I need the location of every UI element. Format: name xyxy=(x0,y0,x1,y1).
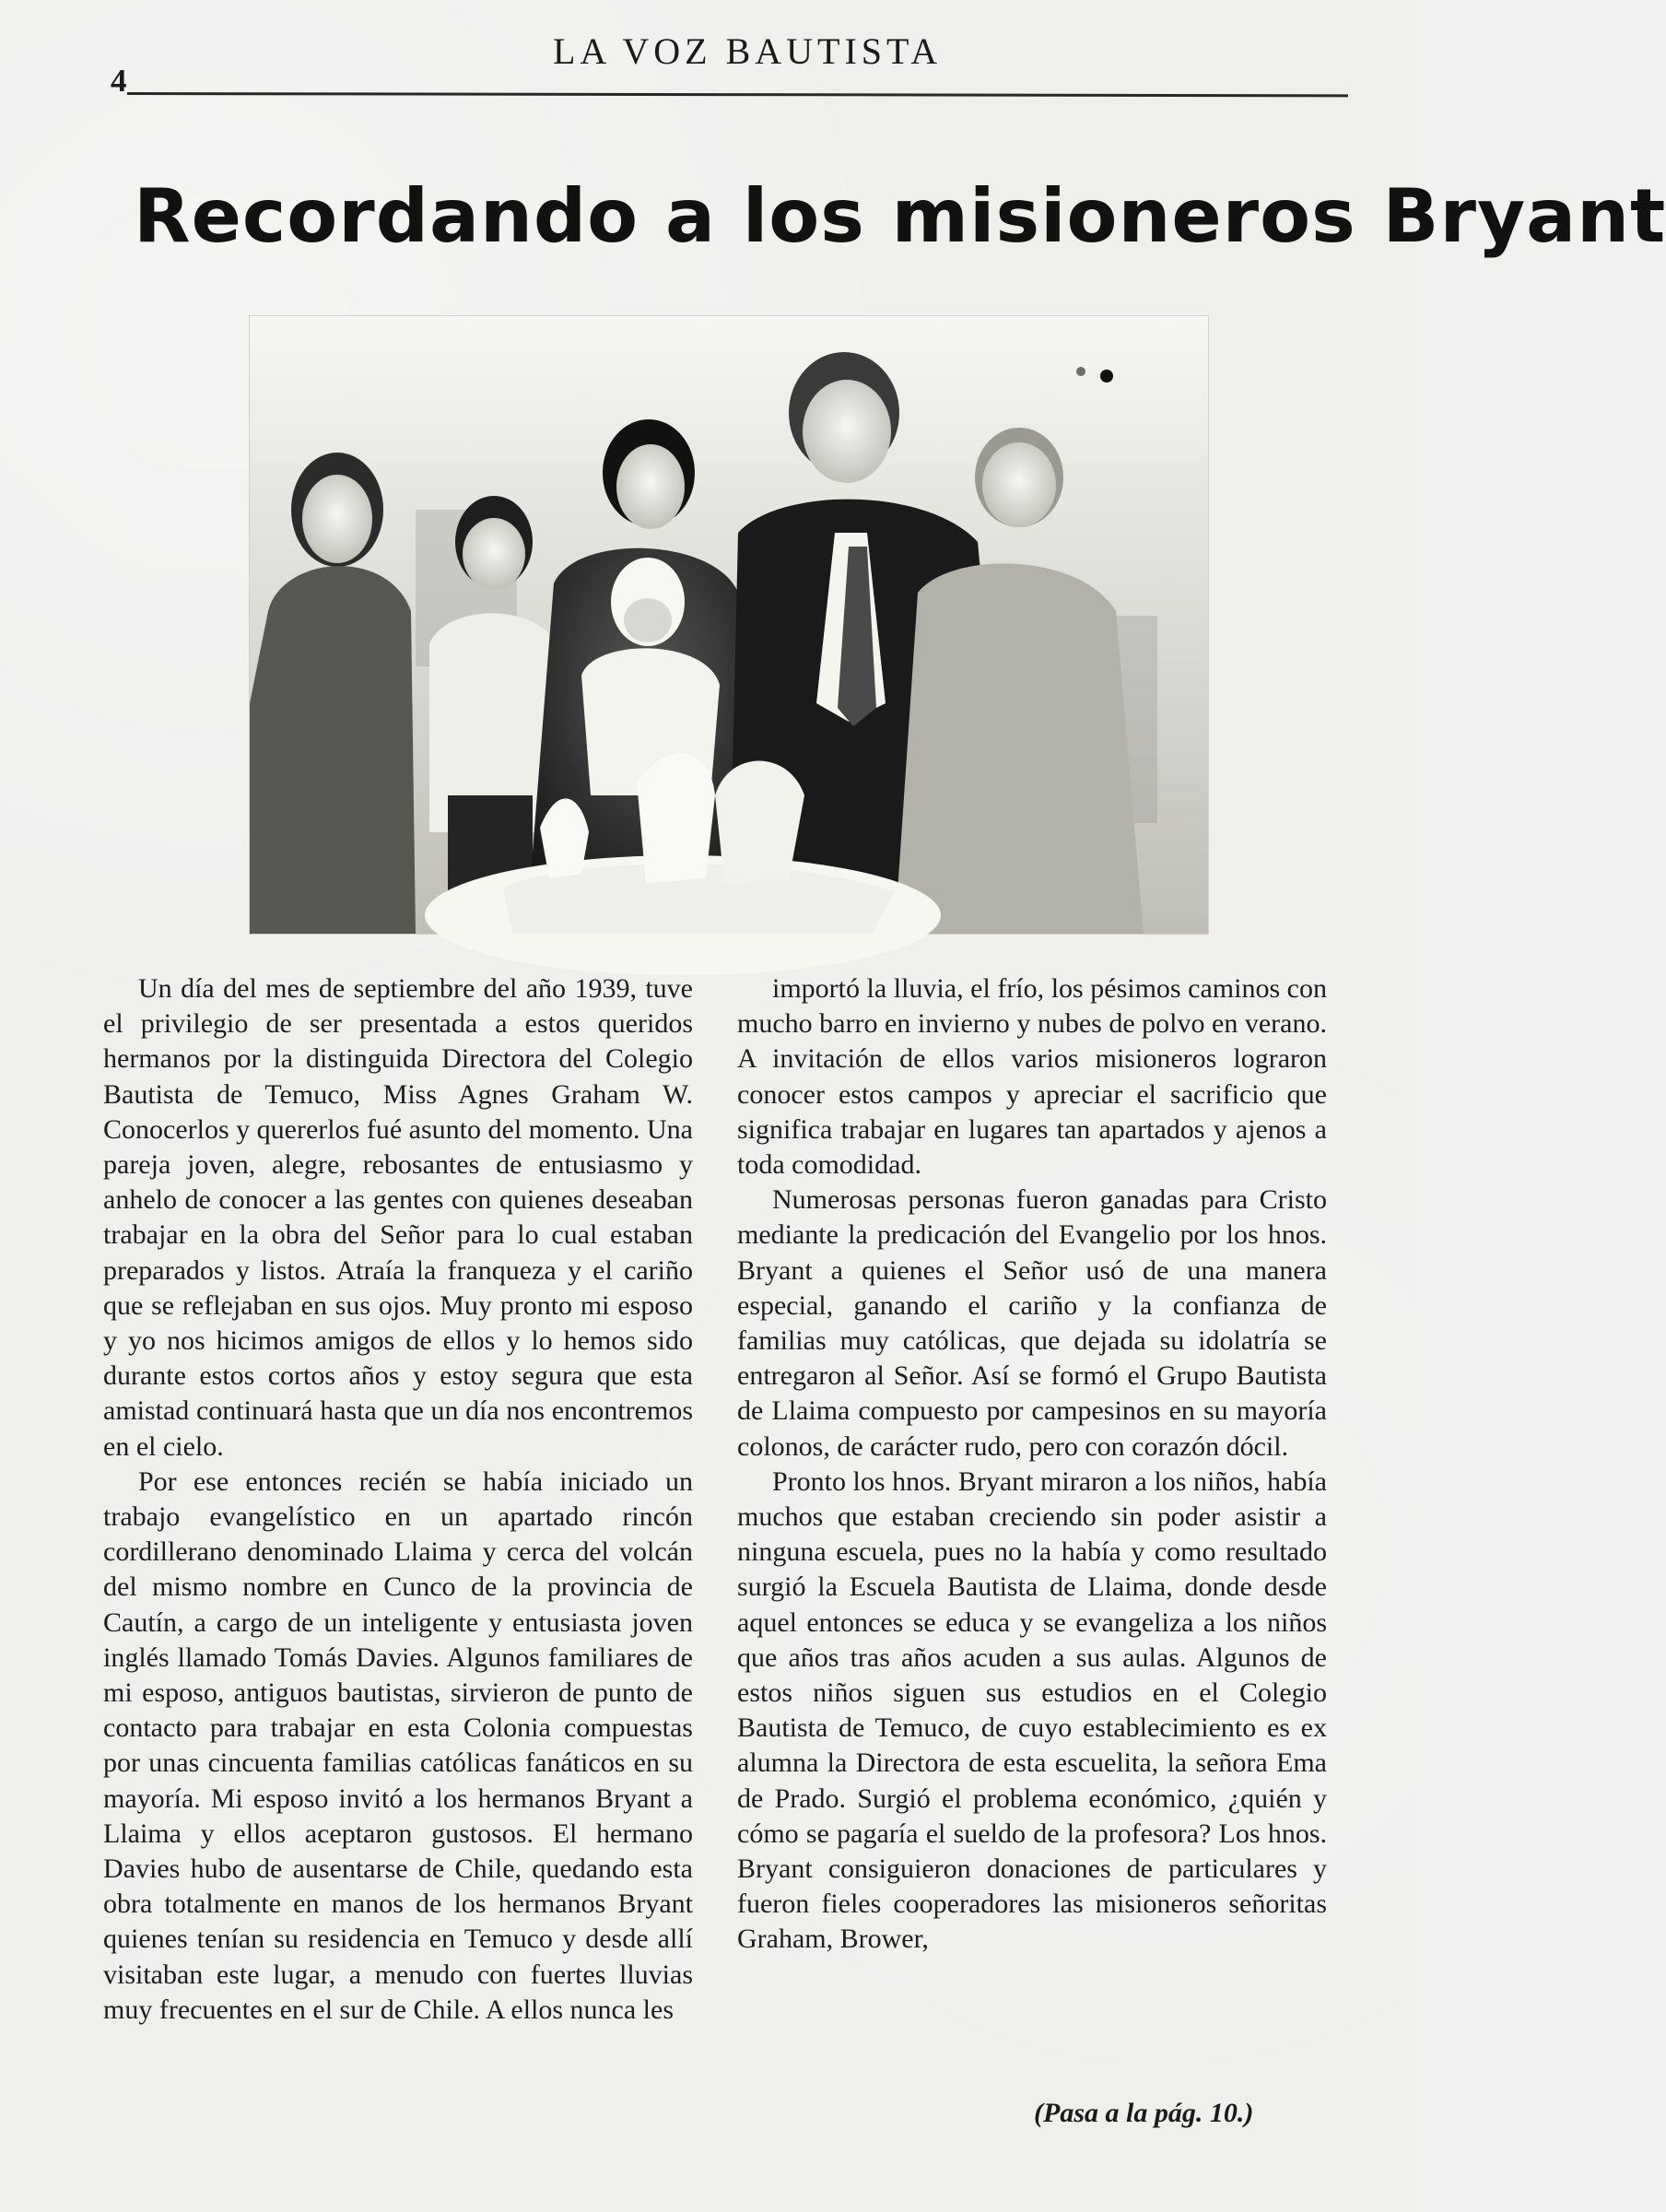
left-paragraph-1: Un día del mes de septiembre del año 1939, tuve el privilegio de ser presentada a estos queridos hermanos por la distinguida Directora del Colegio Bautista de Temuco, Miss Agnes Graham W. Conocerlos y quererlos fué asunto del momento. Una pareja joven, alegre, rebosantes de entusiasmo y anhelo de conocer a las gentes con quienes deseaban trabajar en la obra del Señor para lo cual estaban preparados y listos. Atraía la franqueza y el cariño que se reflejaban en sus ojos. Muy pronto mi esposo y yo nos hicimos amigos de ellos y lo hemos sido durante estos cortos años y estoy segura que esta amistad continuará hasta que un día nos encontremos en el cielo. xyxy=(103,973,693,1462)
article-title: Recordando a los misioneros Bryant xyxy=(134,173,1666,259)
decor-center xyxy=(637,753,715,883)
article-right-column xyxy=(737,971,1327,1958)
person-left-face xyxy=(302,475,372,563)
person-left-body xyxy=(250,566,416,934)
right-paragraph-3: Pronto los hnos. Bryant miraron a los niños, había muchos que estaban creciendo sin poder asistir a ninguna escuela, pues no la había y como resultado surgió la Escuela Bautista de Llaima, donde desde aquel entonces se educa y se evangeliza a los niños que años tras años acuden a sus aulas. Algunos de estos niños siguen sus estudios en el Colegio Bautista de Temuco, de cuyo establecimiento es ex alumna la Directora de esta escuelita, la señora Ema de Prado. Surgió el problema económico, ¿quién y cómo se pagaría el sueldo de la profesora? Los hnos. Bryant consiguieron donaciones de particulares y fueron fieles cooperadores las misioneros señoritas Graham, Brower, xyxy=(737,1465,1327,1955)
child-right-face xyxy=(982,442,1056,527)
article-left-column xyxy=(103,971,693,2028)
family-photo xyxy=(249,315,1209,935)
print-speck xyxy=(1076,367,1085,376)
boy-left-face xyxy=(463,518,525,590)
continuation-note: (Pasa a la pág. 10.) xyxy=(1034,2098,1254,2128)
photo-mark xyxy=(1100,370,1113,382)
baby-face xyxy=(624,598,672,642)
family-photo-graphic xyxy=(250,316,1208,934)
mother-face xyxy=(616,444,685,529)
header-rule xyxy=(127,92,1348,97)
decor-right xyxy=(715,761,804,884)
page-header xyxy=(111,29,1355,103)
child-right-body xyxy=(895,563,1144,934)
journal-title: LA VOZ BAUTISTA xyxy=(553,30,943,72)
father-face xyxy=(803,380,891,483)
page-number: 4 xyxy=(111,63,127,99)
right-paragraph-2: Numerosas personas fueron ganadas para Cristo mediante la predicación del Evangelio por los hnos. Bryant a quienes el Señor usó de una manera especial, ganando el cariño y la confianza de familias muy católicas, que dejada su idolatría se entregaron al Señor. Así se formó el Grupo Bautista de Llaima compuesto por campesinos en su mayoría colonos, de carácter rudo, pero con corazón dócil. xyxy=(737,1184,1327,1462)
right-paragraph-1: importó la lluvia, el frío, los pésimos caminos con mucho barro en invierno y nubes de polvo en verano. A invitación de ellos varios misioneros lograron conocer estos campos y apreciar el sacrificio que significa trabajar en lugares tan apartados y ajenos a toda comodidad. xyxy=(737,973,1327,1181)
left-paragraph-2: Por ese entonces recién se había iniciado un trabajo evangelístico en un apartado rincón cordillerano denominado Llaima y cerca del volcán del mismo nombre en Cunco de la provincia de Cautín, a cargo de un inteligente y entusiasta joven inglés llamado Tomás Davies. Algunos familiares de mi esposo, antiguos bautistas, sirvieron de punto de contacto para trabajar en esta Colonia compuestas por unas cincuenta familias católicas fanáticos en su mayoría. Mi esposo invitó a los hermanos Bryant a Llaima y ellos aceptaron gustosos. El hermano Davies hubo de ausentarse de Chile, quedando esta obra totalmente en manos de los hermanos Bryant quienes tenían su residencia en Temuco y desde allí visitaban este lugar, a menudo con fuertes lluvias muy frecuentes en el sur de Chile. A ellos nunca les xyxy=(103,1465,693,2025)
